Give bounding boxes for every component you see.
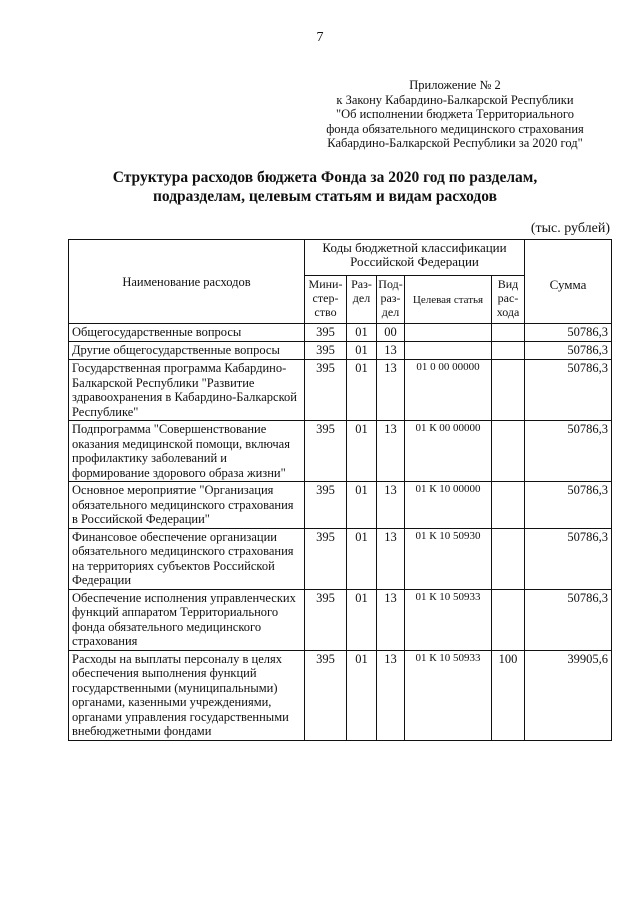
row-target: 01 К 10 00000 xyxy=(405,482,492,529)
row-subsection: 13 xyxy=(377,482,405,529)
table-row xyxy=(69,421,612,482)
row-type xyxy=(492,360,525,421)
row-sum: 50786,3 xyxy=(525,421,612,482)
header-codes: Коды бюджетной классификации Российской Федерации xyxy=(305,240,525,276)
row-ministry: 395 xyxy=(305,324,347,342)
row-name: Основное мероприятие "Организация обязательного медицинского страхования в Российской Федерации" xyxy=(69,482,305,529)
row-section: 01 xyxy=(347,421,377,482)
appendix-line: Приложение № 2 xyxy=(409,78,501,92)
row-section: 01 xyxy=(347,482,377,529)
header-name: Наименование расходов xyxy=(69,240,305,324)
row-subsection: 13 xyxy=(377,528,405,589)
appendix-line: Кабардино-Балкарской Республики за 2020 год" xyxy=(327,136,583,150)
row-type: 100 xyxy=(492,650,525,740)
row-name: Финансовое обеспечение организации обязательного медицинского страхования на территориях субъектов Российской Федерации xyxy=(69,528,305,589)
row-subsection: 13 xyxy=(377,589,405,650)
header-sum: Сумма xyxy=(525,240,612,324)
table-row xyxy=(69,360,612,421)
row-target xyxy=(405,324,492,342)
row-section: 01 xyxy=(347,650,377,740)
row-sum: 39905,6 xyxy=(525,650,612,740)
table-row xyxy=(69,528,612,589)
appendix-line: фонда обязательного медицинского страхования xyxy=(326,121,584,136)
row-ministry: 395 xyxy=(305,528,347,589)
row-subsection: 13 xyxy=(377,650,405,740)
row-name: Общегосударственные вопросы xyxy=(69,324,305,342)
row-type xyxy=(492,324,525,342)
row-ministry: 395 xyxy=(305,421,347,482)
row-subsection: 13 xyxy=(377,421,405,482)
table-row xyxy=(69,589,612,650)
row-section: 01 xyxy=(347,360,377,421)
page-number: 7 xyxy=(316,30,324,45)
units-label: (тыс. рублей) xyxy=(530,221,610,236)
row-section: 01 xyxy=(347,528,377,589)
header-expense-type: Вид рас-хода xyxy=(492,276,525,324)
table-row xyxy=(69,650,612,740)
title-line: подразделам, целевым статьям и видам расходов xyxy=(152,188,498,205)
row-sum: 50786,3 xyxy=(525,324,612,342)
row-name: Государственная программа Кабардино-Балкарской Республики "Развитие здравоохранения в Кабардино-Балкарской Республике" xyxy=(69,360,305,421)
appendix-block xyxy=(310,78,600,151)
row-type xyxy=(492,589,525,650)
row-section: 01 xyxy=(347,324,377,342)
title-line: Структура расходов бюджета Фонда за 2020 год по разделам, xyxy=(112,169,538,186)
row-type xyxy=(492,482,525,529)
row-ministry: 395 xyxy=(305,360,347,421)
row-target: 01 К 00 00000 xyxy=(405,421,492,482)
row-sum: 50786,3 xyxy=(525,482,612,529)
row-name: Другие общегосударственные вопросы xyxy=(69,342,305,360)
row-name: Обеспечение исполнения управленческих функций аппаратом Территориального фонда обязательного медицинского страхования xyxy=(69,589,305,650)
document-title xyxy=(60,168,590,206)
row-name: Подпрограмма "Совершенствование оказания медицинской помощи, включая профилактику заболеваний и формирование здорового образа жизни" xyxy=(69,421,305,482)
row-type xyxy=(492,421,525,482)
row-subsection: 00 xyxy=(377,324,405,342)
row-target: 01 К 10 50933 xyxy=(405,589,492,650)
row-sum: 50786,3 xyxy=(525,528,612,589)
row-type xyxy=(492,342,525,360)
header-section: Раз-дел xyxy=(347,276,377,324)
appendix-line: к Закону Кабардино-Балкарской Республики xyxy=(336,92,574,107)
row-ministry: 395 xyxy=(305,342,347,360)
budget-table xyxy=(68,239,612,741)
header-ministry: Мини-стер-ство xyxy=(305,276,347,324)
row-section: 01 xyxy=(347,342,377,360)
row-target: 01 К 10 50930 xyxy=(405,528,492,589)
table-row xyxy=(69,482,612,529)
row-ministry: 395 xyxy=(305,650,347,740)
row-subsection: 13 xyxy=(377,342,405,360)
row-subsection: 13 xyxy=(377,360,405,421)
table-row xyxy=(69,342,612,360)
appendix-line: "Об исполнении бюджета Территориального xyxy=(335,107,574,121)
row-target: 01 0 00 00000 xyxy=(405,360,492,421)
table-row xyxy=(69,324,612,342)
row-section: 01 xyxy=(347,589,377,650)
row-ministry: 395 xyxy=(305,589,347,650)
row-sum: 50786,3 xyxy=(525,360,612,421)
header-target: Целевая статья xyxy=(405,276,492,324)
row-sum: 50786,3 xyxy=(525,342,612,360)
row-type xyxy=(492,528,525,589)
row-ministry: 395 xyxy=(305,482,347,529)
row-sum: 50786,3 xyxy=(525,589,612,650)
row-target xyxy=(405,342,492,360)
header-subsection: Под-раз-дел xyxy=(377,276,405,324)
row-name: Расходы на выплаты персоналу в целях обеспечения выполнения функций государственными (муниципальными) органами, казенными учреждениями, органами управления государственными внебюджетными фондами xyxy=(69,650,305,740)
row-target: 01 К 10 50933 xyxy=(405,650,492,740)
